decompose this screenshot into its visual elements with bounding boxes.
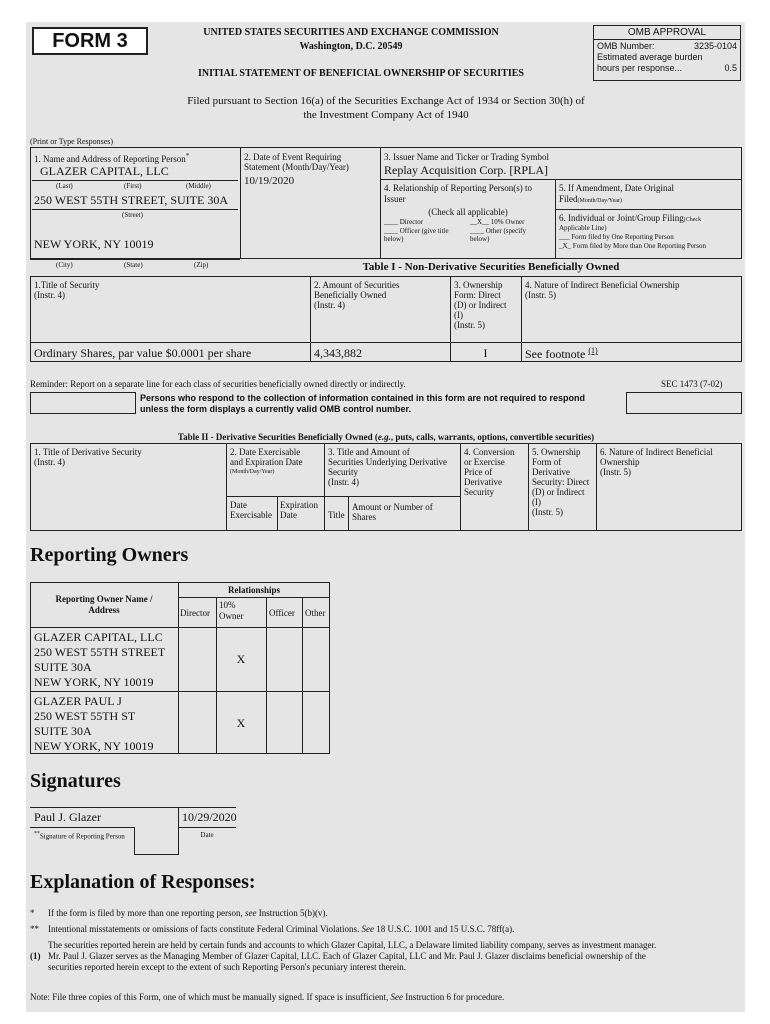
signature-label: **Signature of Reporting Person [34,831,125,841]
burden-line2: hours per response... [597,63,683,73]
t2-col4: 4. Conversion or Exercise Price of Derivative Security [464,447,515,497]
relationships-header: Relationships [227,585,280,595]
reminder: Reminder: Report on a separate line for each class of securities beneficially owned directly or indirectly. [30,379,406,389]
burden-line1: Estimated average burden [597,52,703,62]
t2-col6: 6. Nature of Indirect Beneficial Ownership (Instr. 5) [600,447,713,477]
signatures-heading: Signatures [30,770,121,792]
t1-ownership-form: I [483,346,488,360]
box1-label: 1. Name and Address of Reporting Person* [34,152,190,164]
box4-label1: 4. Relationship of Reporting Person(s) to [384,183,532,193]
owner-row-1: GLAZER CAPITAL, LLC 250 WEST 55TH STREET SUITE 30A NEW YORK, NY 10019 [34,630,166,689]
print-note: (Print or Type Responses) [30,137,114,146]
last-label: (Last) [56,182,73,190]
omb-number-label: OMB Number: [597,41,655,51]
other-option2: below) [470,235,490,243]
box6-applicable: Applicable Line) [559,224,607,232]
reporting-owners-heading: Reporting Owners [30,544,189,566]
t2-col2a: Date Exercisable [230,500,272,520]
owner-row-2-ten-pct: X [236,716,246,730]
ten-pct-option: __X__ 10% Owner [470,218,525,226]
box3-label: 3. Issuer Name and Ticker or Trading Symbol [384,152,549,162]
event-date: 10/19/2020 [244,175,295,187]
form-title: INITIAL STATEMENT OF BENEFICIAL OWNERSHIP OF SECURITIES [197,68,524,79]
t2-col3: 3. Title and Amount of Securities Underlying Derivative Security (Instr. 4) [328,447,447,487]
signature-block [30,807,236,855]
owners-name-header: Reporting Owner Name / Address [55,594,153,615]
form-label-box [32,27,148,55]
t2-col3b: Amount or Number of Shares [352,502,433,522]
issuer-name: Replay Acquisition Corp. [RPLA] [384,163,548,177]
t1-col1: 1.Title of Security (Instr. 4) [34,280,100,300]
t2-col1: 1. Title of Derivative Security (Instr. 4) [34,447,142,467]
box6-label: 6. Individual or Joint/Group Filing(Check [559,213,702,223]
owner-row-2: GLAZER PAUL J 250 WEST 55TH ST SUITE 30A NEW YORK, NY 10019 [34,694,154,753]
form-page [26,22,745,1012]
other-header: Other [305,608,326,618]
box4-label2: Issuer [384,194,406,204]
t1-col3: 3. Ownership Form: Direct (D) or Indirect (I) (Instr. 5) [454,280,507,330]
box5-label1: 5. If Amendment, Date Original [559,183,674,193]
table2-title: Table II - Derivative Securities Beneficially Owned (e.g., puts, calls, warrants, options, convertible securities) [177,432,595,442]
sec-code: SEC 1473 (7-02) [661,379,723,389]
t1-col2: 2. Amount of Securities Beneficially Owned (Instr. 4) [314,280,400,310]
omb-notice: Persons who respond to the collection of information contained in this form are not required to respond unless the form displays a currently valid OMB control number. [140,393,586,414]
form-label: FORM 3 [52,30,128,52]
t2-col5: 5. Ownership Form of Derivative Security: Direct (D) or Indirect (I) (Instr. 5) [532,447,590,517]
box6-more: _X_ Form filed by More than One Reporting Person [559,242,706,250]
t1-footnote-link[interactable]: (1) [588,346,598,355]
t2-col2: 2. Date Exercisable and Expiration Date (Month/Day/Year) [230,447,303,475]
other-option1: ____ Other (specify [470,227,526,235]
box4-check: (Check all applicable) [428,207,508,217]
first-label: (First) [124,182,142,190]
owner-row-1-ten-pct: X [236,652,246,666]
street-label: (Street) [122,211,143,219]
box6-one: ___ Form filed by One Reporting Person [559,233,674,241]
t2-col3a: Title [328,510,345,520]
omb-title: OMB APPROVAL [594,26,740,40]
footnote-1-mark: (1) [30,951,41,961]
reporting-person-name: GLAZER CAPITAL, LLC [40,164,169,178]
t1-amount: 4,343,882 [314,346,362,360]
explanation-star: * If the form is filed by more than one reporting person, see Instruction 5(b)(v). [30,908,328,918]
footnote-1: The securities reported herein are held by certain funds and accounts to which Glazer Capital, LLC, a Delaware limited liability company, serves as investment manager. (1) Mr. Paul J. Glazer serves as the Managing Member of Glazer Capital, LLC. Each of Glazer Capital, LLC and Mr. Paul J. Glazer disclaims beneficial ownership of the securities reported herein except to the extent of such Reporting Person's pecuniary interest therein. [30,940,657,972]
reporting-street: 250 WEST 55TH STREET, SUITE 30A [34,193,228,207]
t2-col2b: Expiration Date [280,500,318,520]
middle-label: (Middle) [186,182,211,190]
director-header: Director [180,608,210,618]
agency-name: UNITED STATES SECURITIES AND EXCHANGE COMMISSION [203,27,499,38]
box5-label2: Filed(Month/Day/Year) [559,194,622,204]
box1-mark: * [185,152,190,160]
explanation-heading: Explanation of Responses: [30,871,256,893]
filed-line1: Filed pursuant to Section 16(a) of the Securities Exchange Act of 1934 or Section 30(h) of [187,95,585,107]
table1-title: Table I - Non-Derivative Securities Beneficially Owned [362,261,620,273]
burden-value: 0.5 [724,63,737,73]
date-label: Date [200,831,214,839]
box5-label3: (Month/Day/Year) [577,198,622,204]
t1-col4: 4. Nature of Indirect Beneficial Ownership (Instr. 5) [525,280,680,300]
director-option: ____ Director [384,218,424,226]
box2-label2: Statement (Month/Day/Year) [244,162,349,172]
reporting-city-line: NEW YORK, NY 10019 [34,237,154,251]
city-label: (City) [56,261,73,269]
state-label: (State) [124,261,143,269]
officer-option1: ____ Officer (give title [384,227,449,235]
signature-date: 10/29/2020 [182,810,237,824]
officer-header: Officer [269,608,295,618]
procedure-note: Note: File three copies of this Form, one of which must be manually signed. If space is insufficient, See Instruction 6 for procedure. [30,992,505,1002]
filed-line2: the Investment Company Act of 1940 [303,109,469,121]
omb-approval-box [593,25,741,81]
signature-name: Paul J. Glazer [34,810,101,824]
officer-option2: below) [384,235,404,243]
box2-label1: 2. Date of Event Requiring [244,152,342,162]
explanation-dstar: ** Intentional misstatements or omissions of facts constitute Federal Criminal Violations. See 18 U.S.C. 1001 and 15 U.S.C. 78ff(a). [30,924,515,934]
t1-nature: See footnote $^{(1)}$ [525,346,598,361]
omb-number: 3235-0104 [693,41,737,51]
ten-pct-header: 10% Owner [219,600,244,621]
t1-security-title: Ordinary Shares, par value $0.0001 per share [34,346,252,360]
box6-check: (Check [683,217,702,223]
agency-location: Washington, D.C. 20549 [299,41,403,52]
zip-label: (Zip) [194,261,209,269]
